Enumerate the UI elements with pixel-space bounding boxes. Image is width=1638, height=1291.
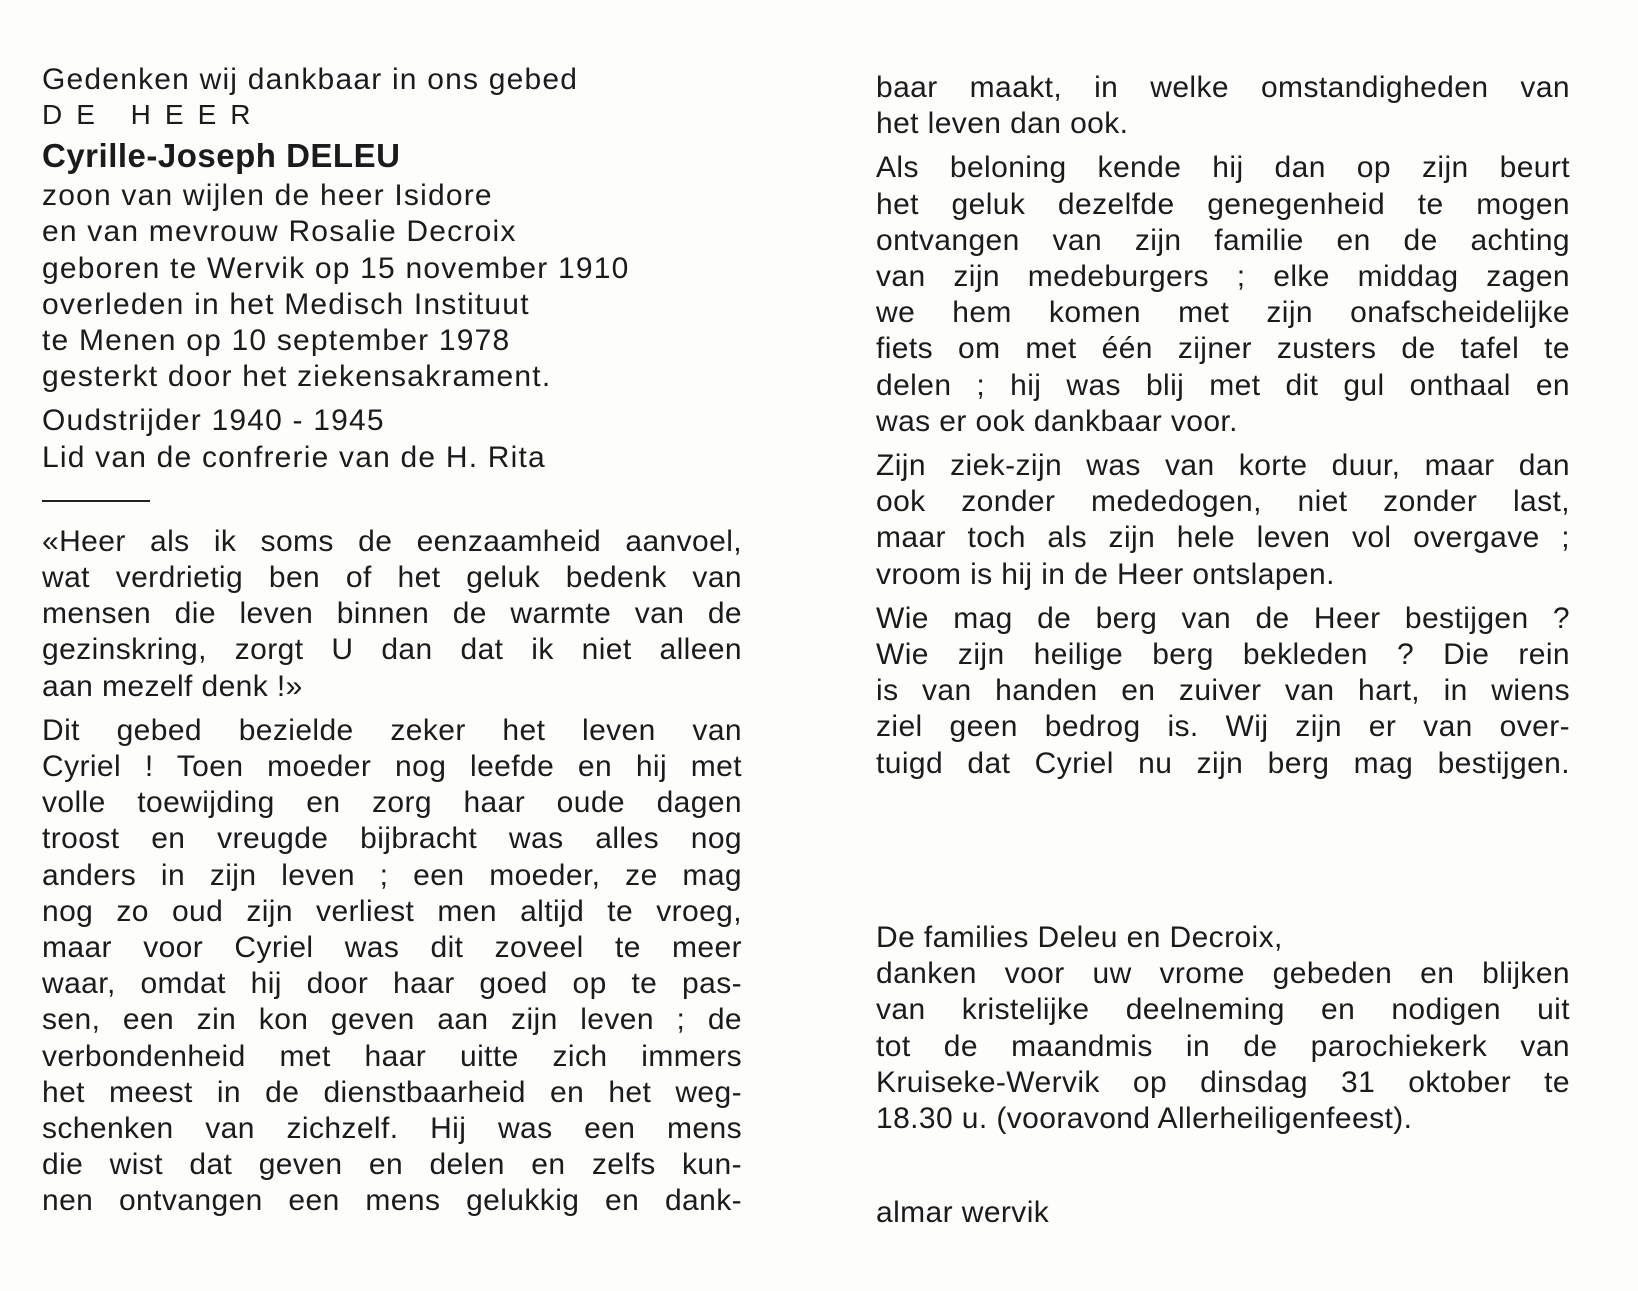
tribute-line: Cyriel ! Toen moeder nog leefde en hij met xyxy=(42,750,742,784)
tribute-right-part1 xyxy=(876,70,1570,142)
tribute-line: volle toewijding en zorg haar oude dagen xyxy=(42,786,742,820)
family-line: tot de maandmis in de parochiekerk van xyxy=(876,1029,1570,1063)
tribute-line: was er ook dankbaar voor. xyxy=(876,404,1238,438)
tribute-line: Zijn ziek-zijn was van korte duur, maar dan xyxy=(876,449,1570,483)
tribute-line: we hem komen met zijn onafscheidelijke xyxy=(876,296,1570,330)
tribute-line: die wist dat geven en delen en zelfs kun- xyxy=(42,1148,742,1182)
detail-line: geboren te Wervik op 15 november 1910 xyxy=(42,251,630,285)
family-line: Kruiseke-Wervik op dinsdag 31 oktober te xyxy=(876,1065,1570,1099)
tribute-line: Wie mag de berg van de Heer bestijgen ? xyxy=(876,601,1570,635)
tribute-line: troost en vreugde bijbracht was alles nog xyxy=(42,822,742,856)
detail-line: te Menen op 10 september 1978 xyxy=(42,324,511,358)
tribute-right-part2 xyxy=(876,150,1570,440)
tribute-line: vroom is hij in de Heer ontslapen. xyxy=(876,557,1335,591)
prayer-quote xyxy=(42,524,742,705)
tribute-line: is van handen en zuiver van hart, in wiens xyxy=(876,674,1570,708)
tribute-line: maar toch als zijn hele leven vol overgave ; xyxy=(876,521,1570,555)
family-line: danken voor uw vrome gebeden en blijken xyxy=(876,957,1570,991)
family-thanks xyxy=(876,920,1570,1137)
prayer-line: «Heer als ik soms de eenzaamheid aanvoel, xyxy=(42,524,742,558)
tribute-right-part4 xyxy=(876,601,1570,782)
printer-credit: almar wervik xyxy=(876,1196,1050,1229)
tribute-line: baar maakt, in welke omstandigheden van xyxy=(876,71,1570,104)
tribute-line: van zijn medeburgers ; elke middag zagen xyxy=(876,260,1570,294)
tribute-right-part3 xyxy=(876,448,1570,593)
tribute-line: maar voor Cyriel was dit zoveel te meer xyxy=(42,931,742,965)
tribute-line: het meest in de dienstbaarheid en het weg- xyxy=(42,1075,742,1109)
prayer-line: mensen die leven binnen de warmte van de xyxy=(42,597,742,631)
intro-line: Gedenken wij dankbaar in ons gebed xyxy=(42,63,579,96)
deceased-name: Cyrille-Joseph DELEU xyxy=(42,137,401,175)
tribute-line: Als beloning kende hij dan op zijn beurt xyxy=(876,151,1570,185)
left-column xyxy=(42,62,742,1220)
right-column xyxy=(876,70,1570,782)
memberships xyxy=(42,403,742,475)
prayer-line: wat verdrietig ben of het geluk bedenk van xyxy=(42,561,742,595)
detail-line: overleden in het Medisch Instituut xyxy=(42,287,530,321)
tribute-line: sen, een zin kon geven aan zijn leven ; de xyxy=(42,1003,742,1037)
family-line: 18.30 u. (vooravond Allerheiligenfeest). xyxy=(876,1102,1413,1136)
family-line: van kristelijke deelneming en nodigen uit xyxy=(876,993,1570,1027)
tribute-line: het leven dan ook. xyxy=(876,107,1129,141)
tribute-line: ook zonder mededogen, niet zonder last, xyxy=(876,485,1570,519)
detail-line: gesterkt door het ziekensakrament. xyxy=(42,360,552,394)
tribute-line: ziel geen bedrog is. Wij zijn er van over- xyxy=(876,710,1570,744)
tribute-line: anders in zijn leven ; een moeder, ze mag xyxy=(42,858,742,892)
title-de-heer: DE HEER xyxy=(42,99,265,131)
tribute-line: ontvangen van zijn familie en de achting xyxy=(876,223,1570,257)
membership-line: Oudstrijder 1940 - 1945 xyxy=(42,404,385,438)
family-line: De families Deleu en Decroix, xyxy=(876,921,1283,954)
tribute-line: tuigd dat Cyriel nu zijn berg mag bestijgen. xyxy=(876,746,1570,780)
tribute-line: nen ontvangen een mens gelukkig en dank- xyxy=(42,1184,742,1218)
tribute-line: het geluk dezelfde genegenheid te mogen xyxy=(876,187,1570,221)
tribute-line: delen ; hij was blij met dit gul onthaal en xyxy=(876,368,1570,402)
tribute-line: nog zo oud zijn verliest men altijd te vroeg, xyxy=(42,894,742,928)
detail-line: en van mevrouw Rosalie Decroix xyxy=(42,215,517,249)
prayer-line: gezinskring, zorgt U dan dat ik niet alleen xyxy=(42,633,742,667)
detail-line: zoon van wijlen de heer Isidore xyxy=(42,179,493,213)
tribute-line: waar, omdat hij door haar goed op te pas- xyxy=(42,967,742,1001)
prayer-line: aan mezelf denk !» xyxy=(42,669,303,703)
tribute-line: schenken van zichzelf. Hij was een mens xyxy=(42,1112,742,1146)
membership-line: Lid van de confrerie van de H. Rita xyxy=(42,440,546,474)
tribute-line: verbondenheid met haar uitte zich immers xyxy=(42,1039,742,1073)
tribute-left xyxy=(42,713,742,1220)
tribute-line: Dit gebed bezielde zeker het leven van xyxy=(42,713,742,747)
tribute-line: Wie zijn heilige berg bekleden ? Die rein xyxy=(876,638,1570,672)
tribute-line: fiets om met één zijner zusters de tafel te xyxy=(876,332,1570,366)
personal-details xyxy=(42,178,742,395)
separator-rule xyxy=(42,500,150,502)
